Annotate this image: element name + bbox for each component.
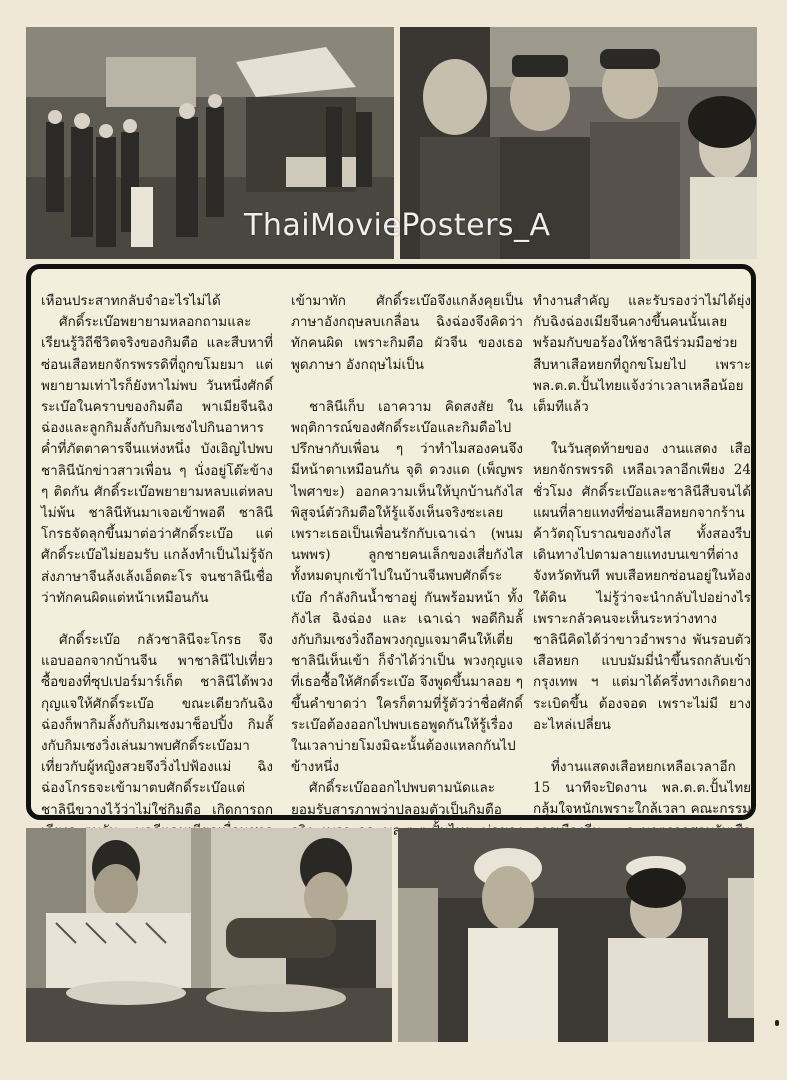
col1-paragraph-3: ศักดิ์ระเบ๊อ กลัวชาลินีจะโกรธ จึงแอบออกจากบ้านจีน พาชาลินีไปเที่ยวซื้อของที่ซุปเปอร์มาร์เก็ต ชาลินีได้พวงกุญแจให้ศักดิ์ระเบ๊อ ขณะเดียวกันฉิงฉ่องก็พากิมลั้งกับกิมเซงมาช็อปปิ้ง กิมลั้งกับกิมเซงวิ่งเล่นมาพบศักดิ์ระเบ๊อมาเที่ยวกับผู้หญิงสวยจึงวิ่งไปฟ้องแม่ ฉิงฉ่องโกรธจะเข้ามาตบศักดิ์ระเบ๊อแต่ชาลินีขวางไว้ว่าไม่ใช่กิมตือ เกิดการถก [41, 632, 273, 818]
photo-wedding-scene [398, 828, 754, 1042]
col1-paragraph-2: ศักดิ์ระเบ๊อพยายามหลอกถามและเรียนรู้วิถีชีวิตจริงของกิมตือ และสืบหาที่ซ่อนเสือหยกจักรพรรดิที่ถูกขโมยมา แต่พยายามเท่าไรก็ยังหาไม่พบ วันหนึ่งศักดิ์ระเบ๊อในคราบของกิมตือ พาเมียจีนฉิงฉ่องและลูกกิมลั้งกับกิมเซงไปกินอาหารค่ำที่ภัตตาคารจีนแห่งหนึ่ง บังเอิญไปพบชาลินีนักข่าวสาวเพื่อน ๆ นั่งอยู่โต๊ะข้าง ๆ ติดกัน ศักดิ์ระเบ๊อพยายามหลบแต่หลบไม่พ้น ชาลินีหันมาเจอเข้าพอดี ชาลินีโกรธจัดลุกขึ้นมาต่อว่าศักดิ์ระเบ๊อ แต่ศักดิ์ระเบ๊อไม่ยอมรับ แกล้งทำเป็นไม่รู้จักส่งภาษาจีนล้งเล้งเอ็ดตะโร จนชาลินีเชื่อว่าทักคนผิดแต่หน้าเหมือนกัน [41, 314, 273, 606]
col1-paragraph-1: เหือนประสาทกลับจำอะไรไม่ได้ [41, 293, 221, 309]
watermark: ThaiMoviePosters_A [244, 208, 551, 243]
article-column-1 [41, 291, 273, 863]
col2-paragraph-1: เข้ามาทัก ศักดิ์ระเบ๊อจึงแกล้งคุยเป็นภาษาอังกฤษลบเกลื่อน ฉิงฉ่องจึงคิดว่าทักคนผิด เพราะกิมตือ ผัวจีน ของเธอ พูดภาษา อังกฤษไม่เป็น [291, 293, 523, 373]
article-column-2 [291, 291, 523, 863]
photo-banquet-scene [26, 828, 392, 1042]
col2-paragraph-2: ชาลินีเก็บ เอาความ คิดสงสัย ในพฤติการณ์ของศักดิ์ระเบ๊อและกิมตือไปปรึกษากับเพื่อน ๆ ว่าทำไมสองคนจึงมีหน้าตาเหมือนกัน จุติ ดวงแด (เพ็ญพร ไพศาขะ) ออกความเห็นให้บุกบ้านกังไส พิสูจน์ตัวกิมตือให้รู้แจ้งเห็นจริงซะเลย เพราะเธอเป็นเพื่อนรักกับเฉาเฉ่า (พนม นพพร) ลูกชายคนเล็กของเสี่ยกังไส ทั้งหมดบุกเข้าไปในบ้านจีนพบศักดิ์ระเบ๊อ กำลังกินน้ำชาอยู่ กันพร้อมหน้า ทั้งกังไส ฉิงฉ่อง และ เฉาเฉ่า พอดีกิมลั้งกับกิมเซงวิ่งถือพวงกุญแจมาคืนให้เตี่ย ชาลินีเห็นเข้า ก็จำได้ว่าเป็น พวงกุญแจ ที่เธอซื้อให้ศักดิ์ระเบ๊อ จึงพูดขึ้นมาลอย ๆ ขึ้นคำขาดว่า ใครก็ตามที่รู้ตัวว่าชื่อศักดิ์ระเบ๊อต้องออกไปพบเธอพูดกันให้รู้เรื่อง ในเวลาบ่ายโมงมิฉะนั้นต้องแหลกกันไปข้างหนึ่ง [291, 398, 523, 776]
article-column-3 [533, 291, 751, 905]
col3-paragraph-1: ทำงานสำคัญ และรับรองว่าไม่ได้ยุ่งกับฉิงฉ่องเมียจีนคางขึ้นคนนั้นเลยพร้อมกับขอร้องให้ชาลินีร่วมมือช่วยสืบหาเสือหยกที่ถูกขโมยไป เพราะ พล.ต.ต.ปั้นไทยแจ้งว่าเวลาเหลือน้อยเต็มทีแล้ว [533, 293, 751, 416]
page-mark [775, 1020, 779, 1026]
col3-paragraph-2: ในวันสุดท้ายของ งานแสดง เสือหยกจักรพรรดิ เหลือเวลาอีกเพียง 24 ชั่วโมง ศักดิ์ระเบ๊อและชาลินีสืบจนได้แผนที่ลายแทงที่ซ่อนเสือหยกจากร้านค้าวัตถุโบราณของกังไส ทั้งสองรีบเดินทางไปตามลายแทงบนเขาที่ต่างจังหวัดทันที พบเสือหยกซ่อนอยู่ในห้องใต้ดิน ไม่รู้ว่าจะนำกลับไปอย่างไรเพราะกลัวคนจะเห็นระหว่างทาง ชาลินีคิดได้ว่าขาวอำพราง พันรอบตัวเสือหยก แบบมัมมี่นำขึ้นรถกลับเข้ากรุงเทพ ฯ แต่มาได้ครึ่งทางเกิดยางระเบิดขึ้น ต้องจอด เพราะไม่มี ยางอะไหล่เปลี่ยน [533, 441, 751, 733]
col3-paragraph-3: ที่งานแสดงเสือหยกเหลือเวลาอีก 15 นาทีจะปิดงาน พล.ต.ต.ปั้นไทยกลุ้มใจหนักเพราะใกล้เวลา คณะกรรม [533, 759, 751, 818]
article-text-panel [26, 264, 756, 820]
col2-paragraph-3: ศักดิ์ระเบ๊อออกไปพบตามนัดและยอมรับสารภาพว่าปลอมตัวเป็นกิมตือ [291, 780, 502, 818]
